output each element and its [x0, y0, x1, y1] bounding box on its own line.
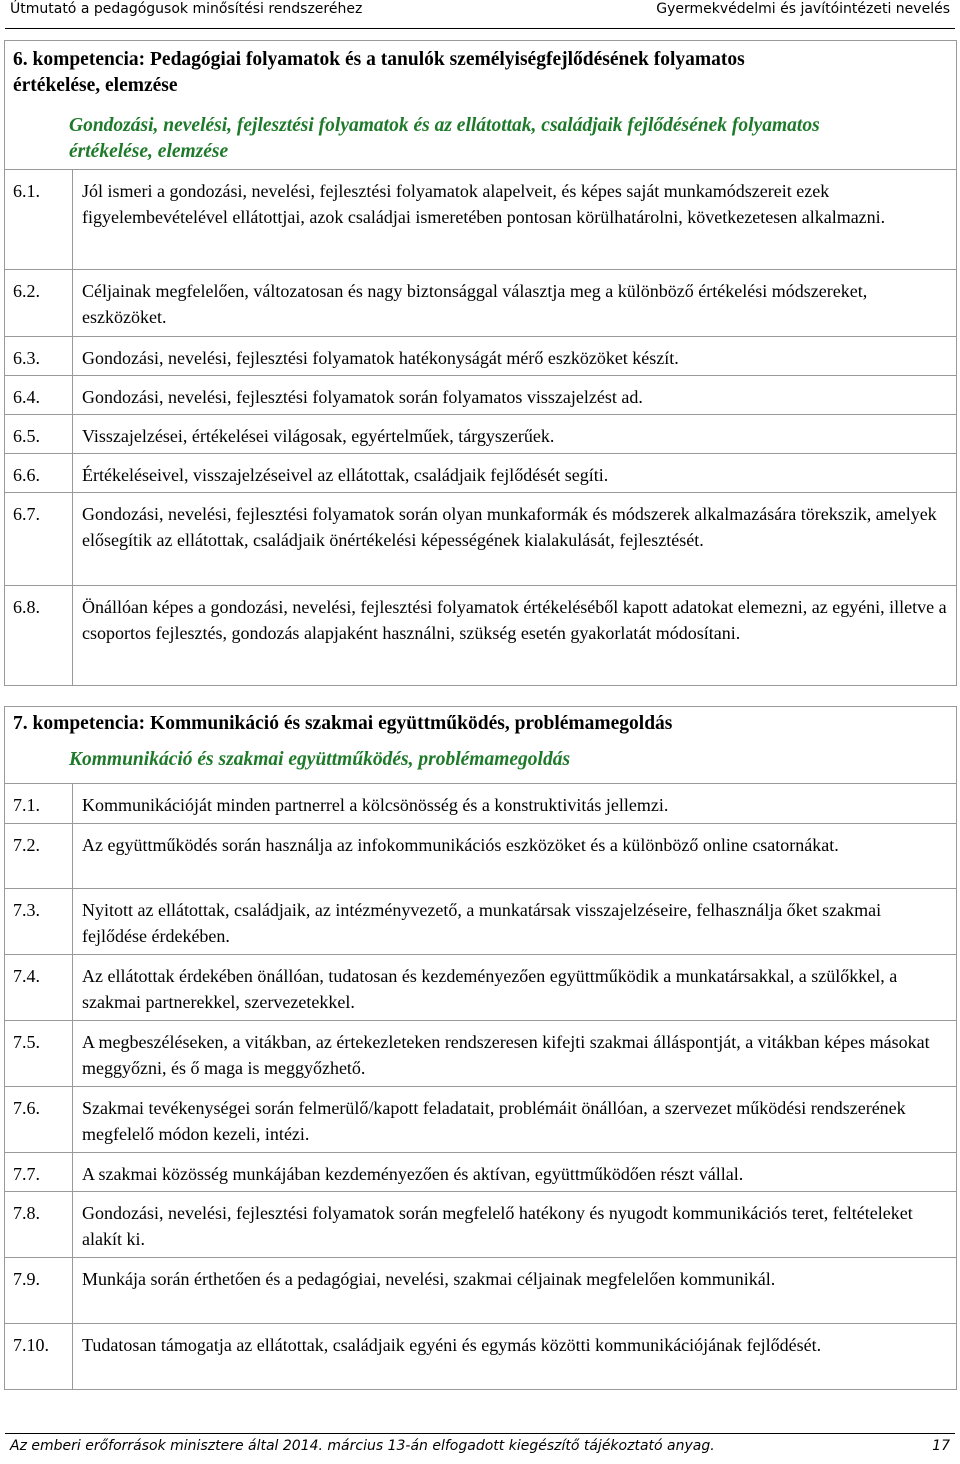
item-number: 6.5.: [13, 426, 40, 446]
item-text: Céljainak megfelelően, változatosan és nagy biztonsággal választja meg a különböző értékelési módszereket, eszközöket.: [82, 281, 868, 327]
item-number: 6.2.: [13, 281, 40, 301]
table-row: [5, 1323, 956, 1355]
table-row: [5, 492, 956, 550]
footer-text: Az emberi erőforrások minisztere által 2014. március 13-án elfogadott kiegészítő tájékoztató anyag.: [10, 1438, 715, 1454]
competency-6-title-line2: értékelése, elemzése: [13, 75, 178, 96]
item-number: 7.2.: [13, 835, 40, 855]
item-text: Értékeléseivel, visszajelzéseivel az ellátottak, családjaik fejlődését segíti.: [82, 465, 609, 485]
item-number: 7.10.: [13, 1335, 49, 1355]
item-text: Az ellátottak érdekében önállóan, tudatosan és kezdeményezően együttműködik a munkatársakkal, a szülőkkel, a szakmai partnerekkel, szervezetekkel.: [82, 966, 898, 1012]
competency-7-subtitle: Kommunikáció és szakmai együttműködés, problémamegoldás: [69, 749, 571, 770]
item-text: A megbeszéléseken, a vitákban, az értekezleteken rendszeresen kifejti szakmai álláspontját, a vitákban képes másokat meggyőzni, és ő maga is meggyőzhető.: [82, 1032, 930, 1078]
item-number: 6.3.: [13, 348, 40, 368]
item-number: 7.4.: [13, 966, 40, 986]
competency-6-subtitle-line2: értékelése, elemzése: [69, 141, 229, 162]
table-row: [5, 414, 956, 446]
item-number: 7.5.: [13, 1032, 40, 1052]
table-row: [5, 169, 956, 227]
item-text: Gondozási, nevelési, fejlesztési folyamatok során megfelelő hatékony és nyugodt kommunikációs teret, feltételeket alakít ki.: [82, 1203, 913, 1249]
item-number: 7.9.: [13, 1269, 40, 1289]
item-text: Gondozási, nevelési, fejlesztési folyamatok során folyamatos visszajelzést ad.: [82, 387, 643, 407]
header-right: Gyermekvédelmi és javítóintézeti nevelés: [656, 1, 950, 17]
table-row: [5, 1257, 956, 1289]
item-text: Visszajelzései, értékelései világosak, egyértelműek, tárgyszerűek.: [82, 426, 555, 446]
header-rule: [5, 28, 955, 29]
table-row: [5, 888, 956, 946]
item-number: 6.8.: [13, 597, 40, 617]
page-number: 17: [932, 1438, 950, 1454]
item-text: Szakmai tevékenységei során felmerülő/kapott feladatait, problémáit önállóan, a szervezet működési rendszerének megfelelő módon kezeli, intézi.: [82, 1098, 906, 1144]
item-text: A szakmai közösség munkájában kezdeményezően és aktívan, együttműködően részt vállal.: [82, 1164, 744, 1184]
item-number: 6.7.: [13, 504, 40, 524]
item-text: Gondozási, nevelési, fejlesztési folyamatok során olyan munkaformák és módszerek alkalmazására törekszik, amelyek elősegítik az ellátottak, családjaik önértékelési képességének kialakulását, fejlesztését.: [82, 504, 937, 550]
item-text: Munkája során érthetően és a pedagógiai, nevelési, szakmai céljainak megfelelően kommunikál.: [82, 1269, 776, 1289]
item-text: Tudatosan támogatja az ellátottak, családjaik egyéni és egymás közötti kommunikációjának fejlődését.: [82, 1335, 822, 1355]
item-text: Jól ismeri a gondozási, nevelési, fejlesztési folyamatok alapelveit, és képes saját munkamódszereit ezek figyelembevételével ellátottjai, azok családjai ismeretében pontosan körülhatárolni, következetesen alkalmazni.: [82, 181, 886, 227]
table-row: [5, 375, 956, 407]
table-column-divider: [72, 169, 73, 685]
header-left: Útmutató a pedagógusok minősítési rendszeréhez: [10, 1, 363, 17]
page-footer: [5, 1433, 955, 1458]
table-row: [5, 783, 956, 815]
table-row: [5, 954, 956, 1012]
item-text: Kommunikációját minden partnerrel a kölcsönösség és a konstruktivitás jellemzi.: [82, 795, 669, 815]
table-row: [5, 1020, 956, 1078]
item-text: Nyitott az ellátottak, családjaik, az intézményvezető, a munkatársak visszajelzéseire, felhasználja őket szakmai fejlődése érdekében.: [82, 900, 882, 946]
item-text: Az együttműködés során használja az infokommunikációs eszközöket és a különböző online csatornákat.: [82, 835, 839, 855]
item-number: 6.6.: [13, 465, 40, 485]
item-number: 7.3.: [13, 900, 40, 920]
item-number: 7.6.: [13, 1098, 40, 1118]
item-number: 7.1.: [13, 795, 40, 815]
table-row: [5, 269, 956, 327]
item-number: 7.8.: [13, 1203, 40, 1223]
table-row: [5, 453, 956, 485]
competency-7-table: [4, 706, 957, 1390]
table-row: [5, 823, 956, 855]
table-row: [5, 1191, 956, 1249]
item-text: Gondozási, nevelési, fejlesztési folyamatok hatékonyságát mérő eszközöket készít.: [82, 348, 679, 368]
competency-6-subtitle-line1: Gondozási, nevelési, fejlesztési folyamatok és az ellátottak, családjaik fejlődésének folyamatos: [69, 115, 820, 136]
table-row: [5, 336, 956, 368]
item-number: 6.4.: [13, 387, 40, 407]
table-row: [5, 1152, 956, 1184]
item-number: 6.1.: [13, 181, 40, 201]
item-number: 7.7.: [13, 1164, 40, 1184]
competency-7-title: 7. kompetencia: Kommunikáció és szakmai együttműködés, problémamegoldás: [13, 713, 673, 734]
page-header: [0, 0, 960, 30]
table-row: [5, 585, 956, 643]
competency-6-title-line1: 6. kompetencia: Pedagógiai folyamatok és a tanulók személyiségfejlődésének folyamatos: [13, 49, 745, 70]
table-row: [5, 1086, 956, 1144]
competency-6-table: [4, 40, 957, 686]
item-text: Önállóan képes a gondozási, nevelési, fejlesztési folyamatok értékeléséből kapott adatokat elemezni, az egyéni, illetve a csoportos fejlesztés, gondozás alapjaként használni, szükség esetén gyakorlatát módosítani.: [82, 597, 947, 643]
